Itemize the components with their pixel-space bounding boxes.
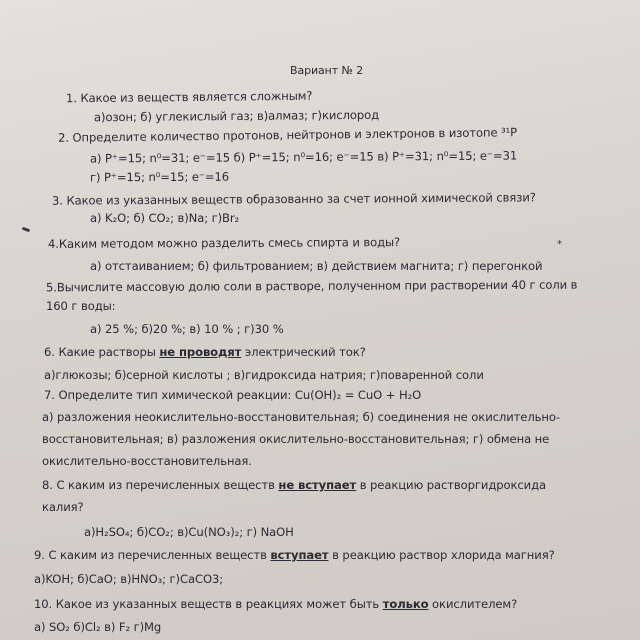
question-2-options-line2: г) P⁺=15; n⁰=15; e⁻=16 xyxy=(89,169,230,185)
page-title: Вариант № 2 xyxy=(290,64,364,77)
question-5-line1: 5.Вычислите массовую долю соли в растворе, полученном при растворении 40 г соли в xyxy=(45,277,578,295)
question-10-text-end: окислителем? xyxy=(428,597,518,611)
question-10-options: а) SO₂ б)Cl₂ в) F₂ г)Mg xyxy=(34,620,162,634)
question-7: 7. Определите тип химической реакции: Cu(OH)₂ = CuO + H₂O xyxy=(44,388,422,402)
question-9-emphasis: вступает xyxy=(270,548,329,562)
question-6-text-end: электрический ток? xyxy=(241,345,366,359)
question-8-line2: калия? xyxy=(42,500,84,514)
question-7-options-line1: а) разложения неокислительно-восстановительная; б) соединения не окислительно- xyxy=(42,410,560,424)
ink-dash xyxy=(22,227,31,233)
question-10 xyxy=(34,597,517,611)
question-2-options-line1: а) P⁺=15; n⁰=31; e⁻=15 б) P⁺=15; n⁰=16; e⁻=15 в) P⁺=31; n⁰=15; e⁻=31 xyxy=(89,148,518,166)
question-3: 3. Какое из указанных веществ образованно за счет ионной химической связи? xyxy=(51,190,536,208)
question-6-emphasis: не проводят xyxy=(159,345,242,359)
question-10-text: 10. Какое из указанных веществ в реакциях может быть xyxy=(34,597,383,611)
question-8-text-end: в реакцию растворгидроксида xyxy=(356,478,547,492)
question-8-emphasis: не вступает xyxy=(278,478,357,492)
question-7-options-line3: окислительно-восстановительная. xyxy=(42,454,252,468)
question-2: 2. Определите количество протонов, нейтронов и электронов в изотопе ³¹P xyxy=(57,125,518,145)
question-6 xyxy=(44,345,366,359)
question-5-options: а) 25 %; б)20 %; в) 10 % ; г)30 % xyxy=(90,322,284,336)
question-9-text: 9. С каким из перечисленных веществ xyxy=(34,548,271,562)
question-1-options: а)озон; б) углекислый газ; в)алмаз; г)кислород xyxy=(93,107,380,125)
question-4-options: а) отстаиванием; б) фильтрованием; в) действием магнита; г) перегонкой xyxy=(90,259,543,273)
question-4: 4.Каким методом можно разделить смесь спирта и воды? xyxy=(47,235,401,251)
question-8-options: а)H₂SO₄; б)CO₂; в)Cu(NO₃)₂; г) NaOH xyxy=(84,525,294,539)
question-5-line2: 160 г воды: xyxy=(46,299,116,313)
question-7-options-line2: восстановительная; в) разложения окислительно-восстановительная; г) обмена не xyxy=(42,432,550,446)
question-8-text: 8. С каким из перечисленных веществ xyxy=(42,478,279,492)
question-8 xyxy=(42,478,546,492)
question-9 xyxy=(34,548,555,562)
stray-pen-mark: * xyxy=(557,239,562,250)
question-3-options: а) K₂O; б) CO₂; в)Na; г)Br₂ xyxy=(90,211,240,225)
question-6-options: а)глюкозы; б)серной кислоты ; в)гидроксида натрия; г)поваренной соли xyxy=(44,368,484,382)
question-9-options: а)KOH; б)CaO; в)HNO₃; г)CaCO3; xyxy=(34,572,224,586)
question-9-text-end: в реакцию раствор хлорида магния? xyxy=(328,548,555,562)
question-10-emphasis: только xyxy=(382,597,429,611)
question-6-text: 6. Какие растворы xyxy=(44,345,160,359)
question-1: 1. Какое из веществ является сложным? xyxy=(65,88,313,106)
